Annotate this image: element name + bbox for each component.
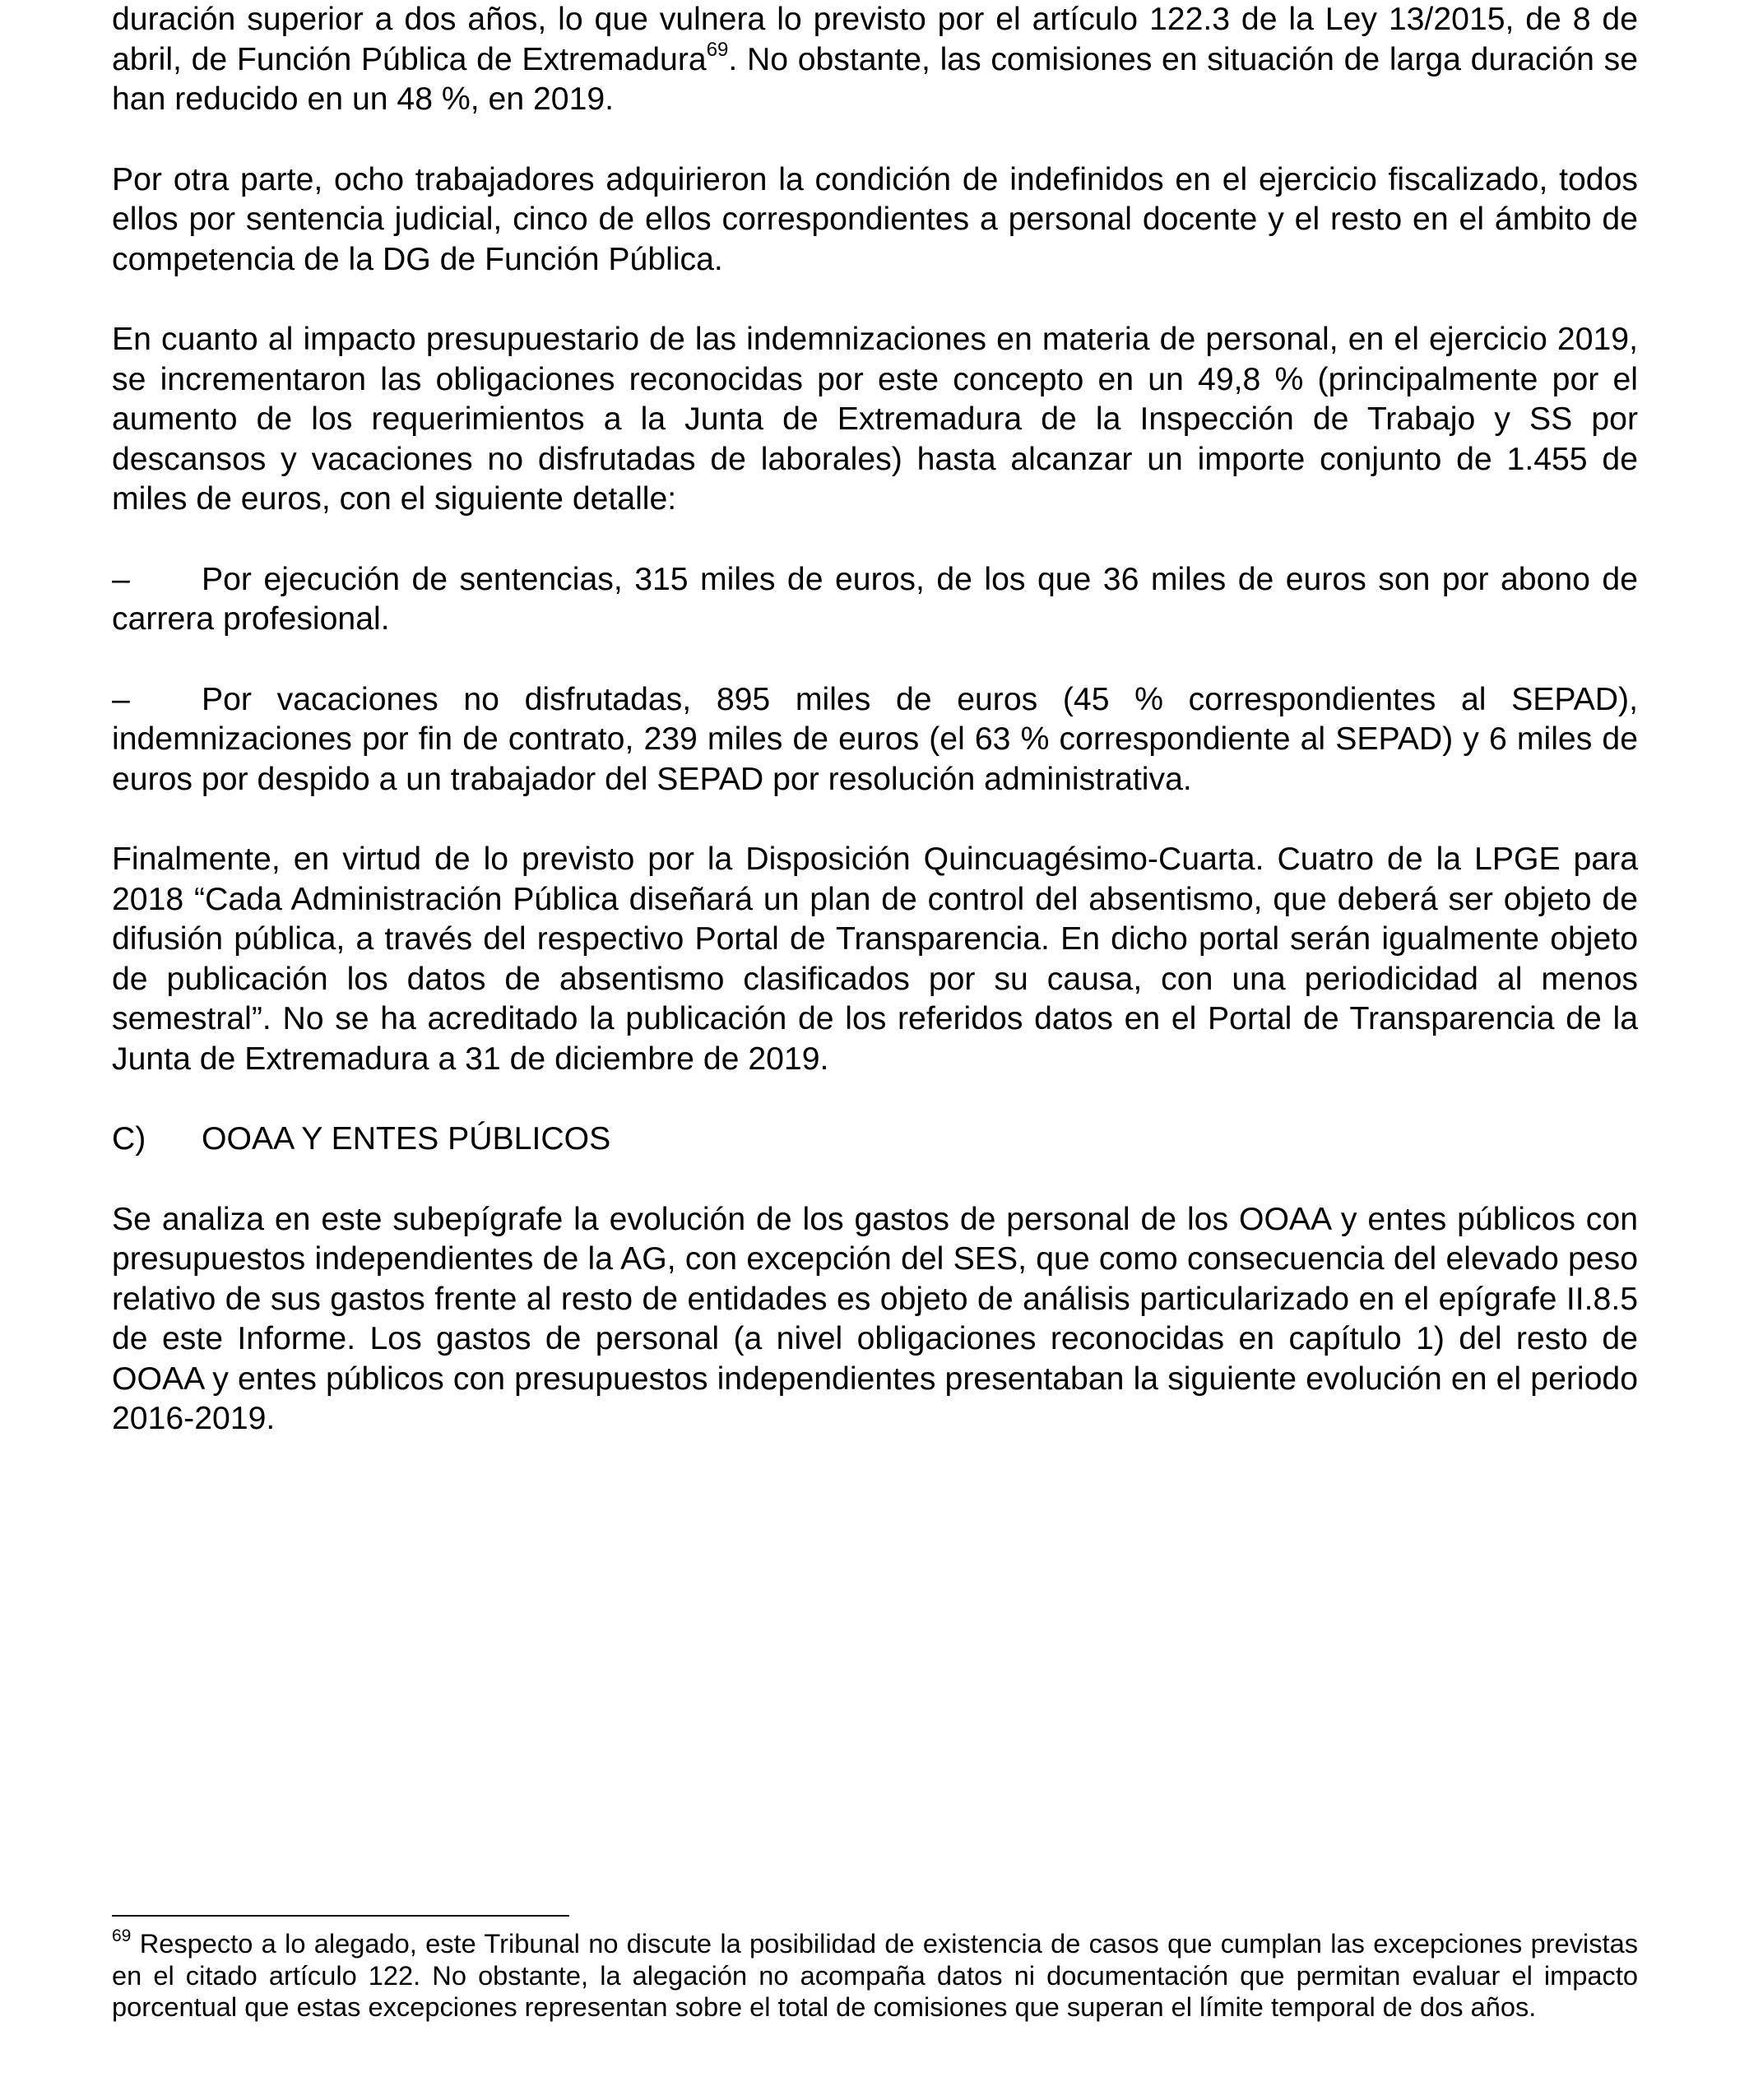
section-heading — [112, 1120, 1638, 1160]
footnote-text: Respecto a lo alegado, este Tribunal no discute la posibilidad de existencia de casos que cumplan las excepciones previstas en el citado artículo 122. No obstante, la alegación no acompaña datos ni documentación que permitan evaluar el impacto porcentual que estas excepciones representan sobre el total de comisiones que superan el límite temporal de dos años. — [112, 1928, 1638, 2023]
paragraph-2: Por otra parte, ocho trabajadores adquirieron la condición de indefinidos en el ejercicio fiscalizado, todos ellos por sentencia judicial, cinco de ellos correspondientes a personal docente y el resto en el ámbito de competencia de la DG de Función Pública. — [112, 161, 1638, 277]
document-body — [112, 0, 1638, 1439]
paragraph-1-text-a: duración superior a dos años, lo que vulnera lo previsto por el artículo 122.3 de la Ley 13/2015, de 8 de abril, de Función Pública de Extremadura — [112, 2, 1638, 77]
dash-list-item-text: Por ejecución de sentencias, 315 miles de euros, de los que 36 miles de euros son por abono de carrera profesional. — [112, 561, 1638, 637]
dash-list-item-text: Por vacaciones no disfrutadas, 895 miles de euros (45 % correspondientes al SEPAD), indemnizaciones por fin de contrato, 239 miles de euros (el 63 % correspondiente al SEPAD) y 6 miles de euros por despido a un trabajador del SEPAD por resolución administrativa. — [112, 681, 1638, 797]
footnote-separator — [112, 1915, 569, 1917]
dash-list-item — [112, 560, 1638, 640]
section-heading-text: OOAA Y ENTES PÚBLICOS — [202, 1121, 611, 1157]
paragraph-5: Se analiza en este subepígrafe la evolución de los gastos de personal de los OOAA y entes públicos con presupuestos independientes de la AG, con excepción del SES, que como consecuencia del elevado peso relativo de sus gastos frente al resto de entidades es objeto de análisis particularizado en el epígrafe II.8.5 de este Informe. Los gastos de personal (a nivel obligaciones reconocidas en capítulo 1) del resto de OOAA y entes públicos con presupuestos independientes presentaban la siguiente evolución en el periodo 2016-2019. — [112, 1201, 1638, 1436]
paragraph-gap — [112, 520, 1638, 560]
paragraph-gap — [112, 120, 1638, 160]
paragraph-gap — [112, 280, 1638, 320]
dash-list-item — [112, 680, 1638, 800]
paragraph-1-text-b: . No obstante, las comisiones en situación de larga duración se han reducido en un 48 %, en 2019. — [112, 41, 1638, 117]
paragraph-gap — [112, 1160, 1638, 1200]
section-heading-number: C) — [112, 1121, 146, 1157]
dash-marker: – — [112, 561, 130, 597]
paragraph-gap — [112, 1079, 1638, 1120]
footnote-reference: 69 — [706, 39, 729, 62]
paragraph-4: Finalmente, en virtud de lo previsto por la Disposición Quincuagésimo-Cuarta. Cuatro de la LPGE para 2018 “Cada Administración Pública diseñará un plan de control del absentismo, que deberá ser objeto de difusión pública, a través del respectivo Portal de Transparencia. En dicho portal serán igualmente objeto de publicación los datos de absentismo clasificados por su causa, con una periodicidad al menos semestral”. No se ha acreditado la publicación de los referidos datos en el Portal de Transparencia de la Junta de Extremadura a 31 de diciembre de 2019. — [112, 841, 1638, 1077]
paragraph-gap — [112, 640, 1638, 680]
paragraph-3: En cuanto al impacto presupuestario de las indemnizaciones en materia de personal, en el ejercicio 2019, se incrementaron las obligaciones reconocidas por este concepto en un 49,8 % (principalmente por el aumento de los requerimientos a la Junta de Extremadura de la Inspección de Trabajo y SS por descansos y vacaciones no disfrutadas de laborales) hasta alcanzar un importe conjunto de 1.455 de miles de euros, con el siguiente detalle: — [112, 322, 1638, 517]
paragraph-1 — [112, 0, 1638, 120]
paragraph-gap — [112, 800, 1638, 840]
dash-marker: – — [112, 681, 130, 717]
footnote — [112, 1928, 1638, 2024]
footnote-number: 69 — [112, 1926, 132, 1946]
